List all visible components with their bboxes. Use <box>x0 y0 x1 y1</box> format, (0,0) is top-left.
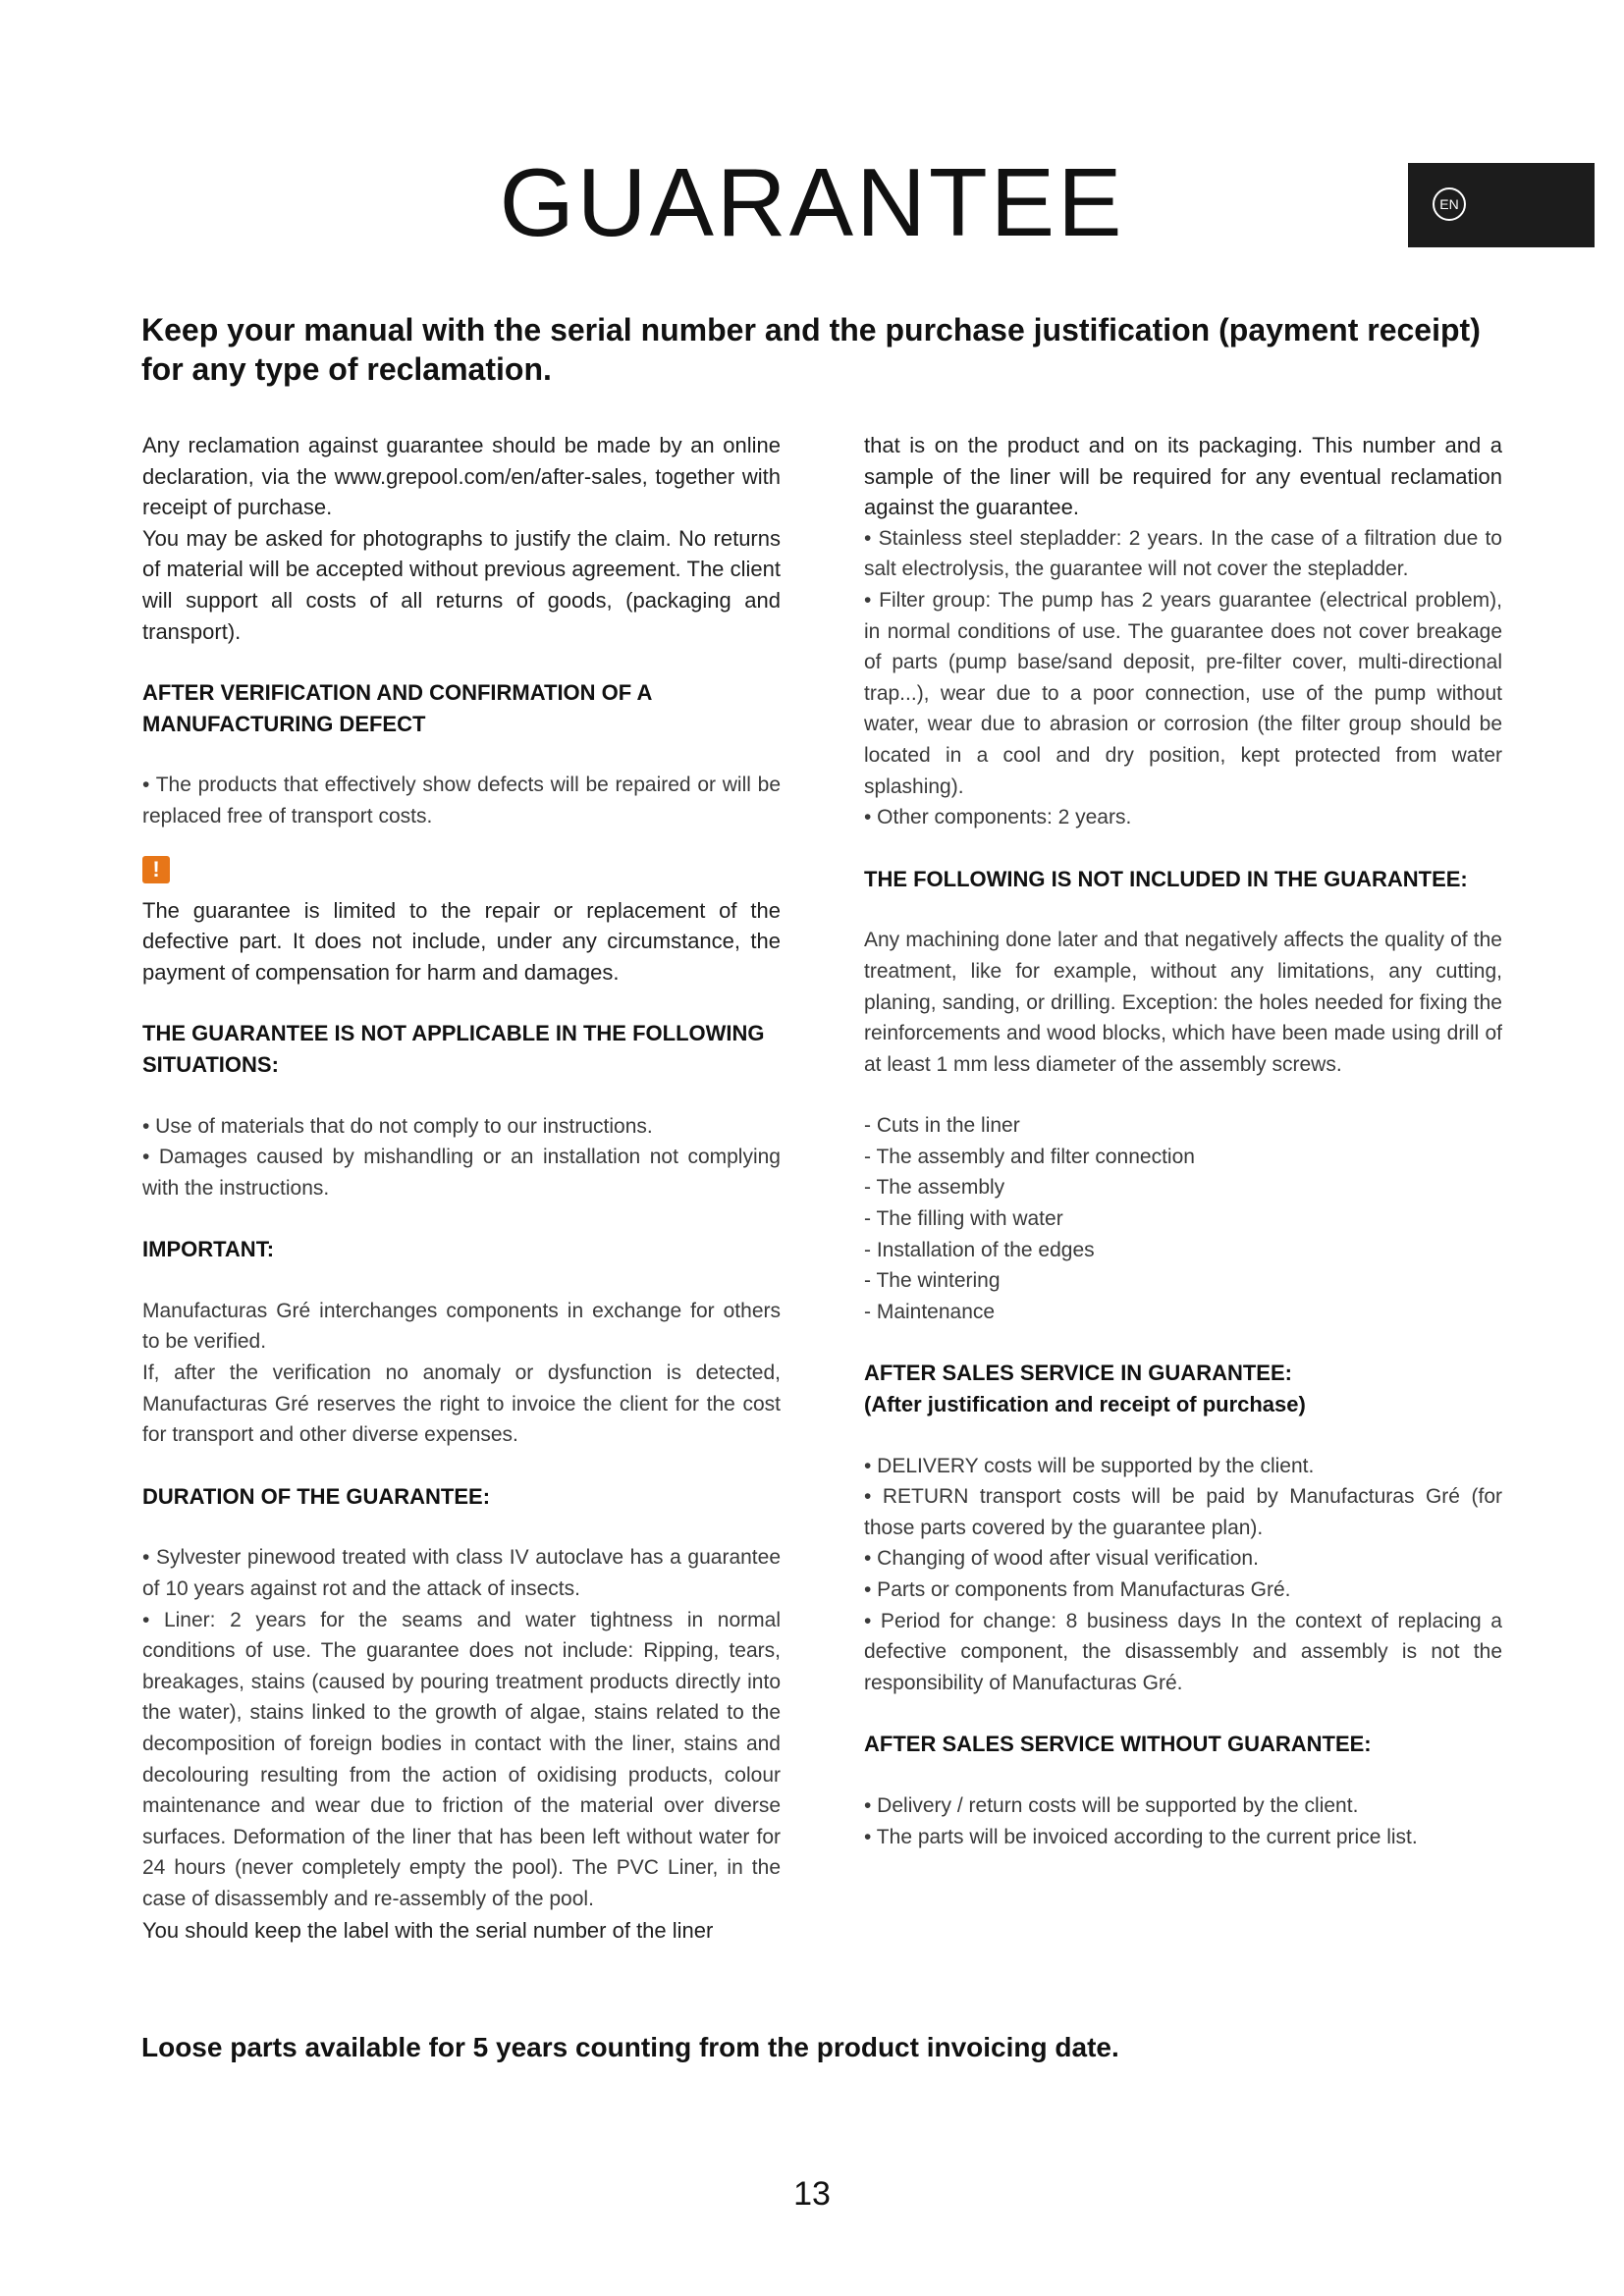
intro-heading: Keep your manual with the serial number and the purchase justification (payment receipt) for any type of reclamation. <box>141 312 1481 387</box>
language-tab <box>1408 163 1595 247</box>
photos-paragraph: You may be asked for photographs to justify the claim. No returns of material will be accepted without previous agreement. The client will support all costs of all returns of goods, (packaging and transport). <box>142 525 781 644</box>
return-bullet: • RETURN transport costs will be paid by Manufacturas Gré (for those parts covered by the guarantee plan). <box>864 1485 1502 1539</box>
without-guarantee-heading: AFTER SALES SERVICE WITHOUT GUARANTEE: <box>864 1732 1372 1757</box>
not-applicable-bullet-2: • Damages caused by mishandling or an installation not complying with the instructions. <box>142 1146 781 1200</box>
filter-group-bullet: • Filter group: The pump has 2 years guarantee (electrical problem), in normal conditions of use. The guarantee does not cover breakage of parts (pump base/sand deposit, pre-filter cover, multi-directional trap...), wear due to a poor connection, use of the pump without water, wear due to abrasion or corrosion (the filter group should be located in a cool and dry position, kept protected from water splashing). <box>864 588 1502 798</box>
not-included-heading: THE FOLLOWING IS NOT INCLUDED IN THE GUARANTEE: <box>864 866 1468 891</box>
list-item: - Installation of the edges <box>864 1238 1095 1261</box>
not-included-list <box>864 1110 1502 1327</box>
without-parts-bullet: • The parts will be invoiced according to the current price list. <box>864 1825 1418 1848</box>
duration-heading: DURATION OF THE GUARANTEE: <box>142 1483 491 1509</box>
list-item: - Cuts in the liner <box>864 1114 1020 1138</box>
in-guarantee-heading: AFTER SALES SERVICE IN GUARANTEE: <box>864 1361 1292 1386</box>
duration-liner-bullet: • Liner: 2 years for the seams and water tightness in normal conditions of use. The guarantee does not include: Ripping, tears, breakages, stains (caused by pouring treatment products directly into the water), stains linked to the growth of algae, stains related to the decomposition of foreign bodies in contact with the liner, stains and decolouring resulting from the action of oxidising products, colour maintenance and wear due to friction of the material over diverse surfaces. Deformation of the liner that has been left without water for 24 hours (never completely empty the pool). The PVC Liner, in the case of disassembly and re-assembly of the pool. <box>142 1608 781 1910</box>
delivery-bullet: • DELIVERY costs will be supported by the client. <box>864 1454 1315 1477</box>
page-title: GUARANTEE <box>499 148 1125 256</box>
stepladder-bullet: • Stainless steel stepladder: 2 years. In the case of a filtration due to salt electrolysis, the guarantee will not cover the stepladder. <box>864 526 1502 581</box>
left-column <box>142 430 781 1946</box>
right-column <box>864 430 1502 1852</box>
list-item: - The assembly and filter connection <box>864 1145 1195 1168</box>
not-applicable-bullet-1: • Use of materials that do not comply to our instructions. <box>142 1114 653 1138</box>
list-item: - Maintenance <box>864 1300 996 1323</box>
page-number: 13 <box>793 2175 831 2213</box>
serial-number-paragraph: that is on the product and on its packaging. This number and a sample of the liner will be required for any eventual reclamation against the guarantee. <box>864 433 1502 520</box>
keep-label-paragraph: You should keep the label with the serial number of the liner <box>142 1917 714 1943</box>
duration-wood-bullet: • Sylvester pinewood treated with class IV autoclave has a guarantee of 10 years against rot and the attack of insects. <box>142 1546 781 1601</box>
list-item: - The filling with water <box>864 1207 1063 1231</box>
important-paragraph-2: If, after the verification no anomaly or dysfunction is detected, Manufacturas Gré reserves the right to invoice the client for the cost for transport and other diverse expenses. <box>142 1362 781 1447</box>
without-delivery-bullet: • Delivery / return costs will be supported by the client. <box>864 1793 1359 1817</box>
manufacturing-defect-heading: AFTER VERIFICATION AND CONFIRMATION OF A MANUFACTURING DEFECT <box>142 680 652 736</box>
important-paragraph-1: Manufacturas Gré interchanges components in exchange for others to be verified. <box>142 1299 781 1354</box>
language-badge: EN <box>1433 187 1466 221</box>
reclamation-paragraph: Any reclamation against guarantee should be made by an online declaration, via the www.grepool.com/en/after-sales, together with receipt of purchase. <box>142 433 781 520</box>
in-guarantee-subheading: (After justification and receipt of purchase) <box>864 1392 1306 1417</box>
limitation-paragraph: The guarantee is limited to the repair or replacement of the defective part. It does not include, under any circumstance, the payment of compensation for harm and damages. <box>142 897 781 985</box>
wood-change-bullet: • Changing of wood after visual verification. <box>864 1547 1259 1571</box>
list-item: - The wintering <box>864 1269 1001 1293</box>
other-components-bullet: • Other components: 2 years. <box>864 806 1132 829</box>
parts-bullet: • Parts or components from Manufacturas Gré. <box>864 1578 1291 1601</box>
not-applicable-heading: THE GUARANTEE IS NOT APPLICABLE IN THE FOLLOWING SITUATIONS: <box>142 1021 765 1077</box>
machining-paragraph: Any machining done later and that negatively affects the quality of the treatment, like for example, without any limitations, any cutting, planing, sanding, or drilling. Exception: the holes needed for fixing the reinforcements and wood blocks, which have been made using drill of at least 1 mm less diameter of the assembly screws. <box>864 929 1502 1076</box>
change-period-bullet: • Period for change: 8 business days In the context of replacing a defective component, the disassembly and assembly is not the responsibility of Manufacturas Gré. <box>864 1609 1502 1694</box>
important-heading: IMPORTANT: <box>142 1237 275 1262</box>
list-item: - The assembly <box>864 1176 1005 1200</box>
defect-bullet: • The products that effectively show defects will be repaired or will be replaced free of transport costs. <box>142 774 781 828</box>
warning-icon: ! <box>142 856 170 883</box>
loose-parts-note: Loose parts available for 5 years counting from the product invoicing date. <box>141 2032 1119 2062</box>
